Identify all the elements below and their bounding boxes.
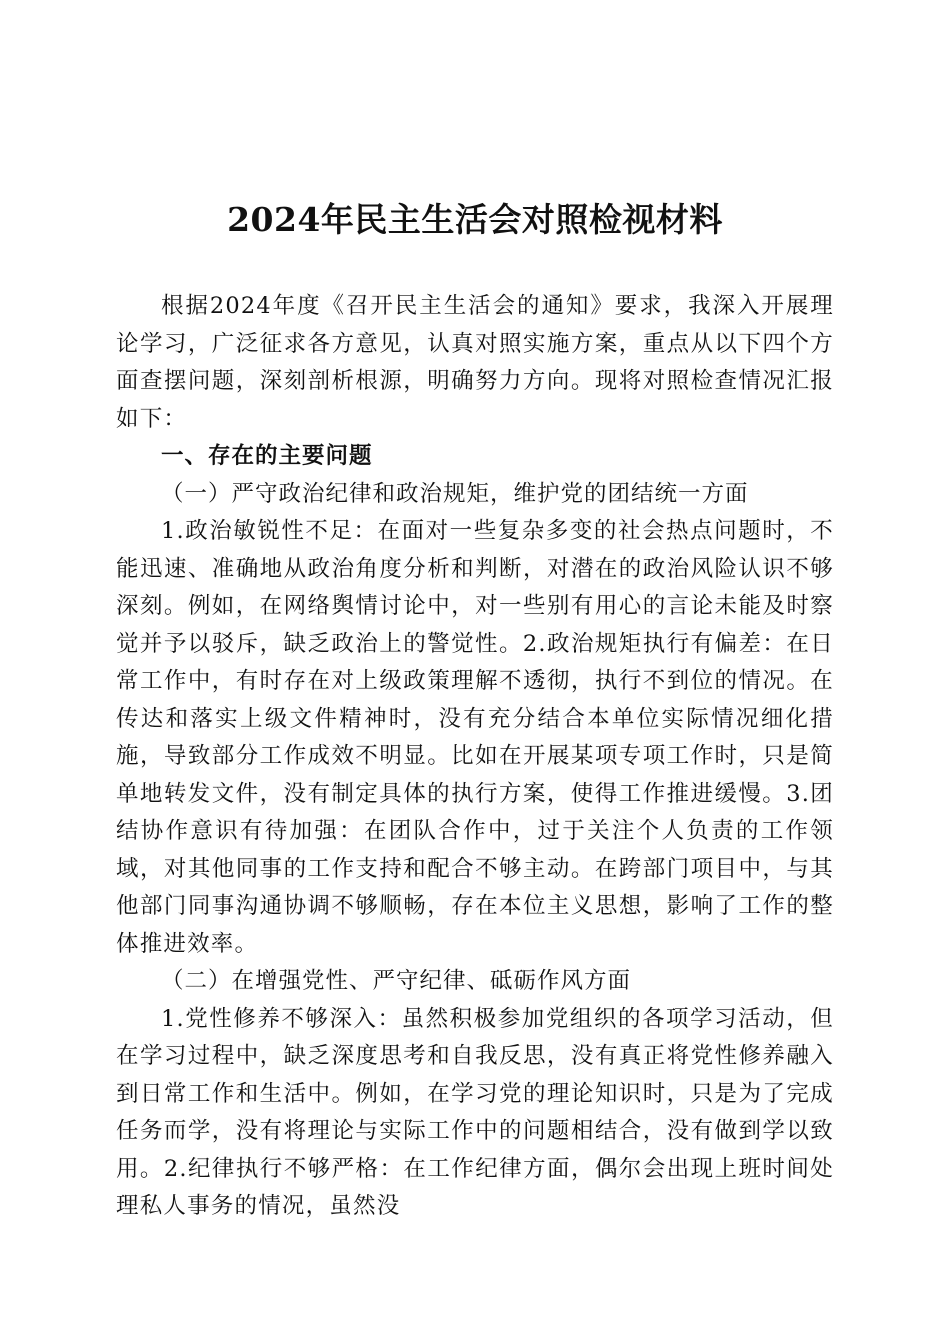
document-title: 2024年民主生活会对照检视材料: [227, 200, 723, 239]
intro-paragraph: 根据2024年度《召开民主生活会的通知》要求，我深入开展理论学习，广泛征求各方意见，认真对照实施方案，重点从以下四个方面查摆问题，深刻剖析根源，明确努力方向。现将对照检查情况汇报如下：: [116, 293, 834, 432]
body-paragraph: 1.党性修养不够深入：虽然积极参加党组织的各项学习活动，但在学习过程中，缺乏深度思考和自我反思，没有真正将党性修养融入到日常工作和生活中。例如，在学习党的理论知识时，只是为了完成任务而学，没有将理论与实际工作中的问题相结合，没有做到学以致用。2.纪律执行不够严格：在工作纪律方面，偶尔会出现上班时间处理私人事务的情况，虽然没: [116, 1005, 834, 1219]
body-paragraph: 1.政治敏锐性不足：在面对一些复杂多变的社会热点问题时，不能迅速、准确地从政治角度分析和判断，对潜在的政治风险认识不够深刻。例如，在网络舆情讨论中，对一些别有用心的言论未能及时察觉并予以驳斥，缺乏政治上的警觉性。2.政治规矩执行有偏差：在日常工作中，有时存在对上级政策理解不透彻，执行不到位的情况。在传达和落实上级文件精神时，没有充分结合本单位实际情况细化措施，导致部分工作成效不明显。比如在开展某项专项工作时，只是简单地转发文件，没有制定具体的执行方案，使得工作推进缓慢。3.团结协作意识有待加强：在团队合作中，过于关注个人负责的工作领域，对其他同事的工作支持和配合不够主动。在跨部门项目中，与其他部门同事沟通协调不够顺畅，存在本位主义思想，影响了工作的整体推进效率。: [116, 518, 834, 957]
section-heading: 一、存在的主要问题: [161, 443, 373, 469]
subsection-heading: （二）在增强党性、严守纪律、砥砺作风方面: [161, 968, 632, 994]
document-body: [116, 288, 834, 1226]
subsection-heading: （一）严守政治纪律和政治规矩，维护党的团结统一方面: [161, 480, 749, 507]
